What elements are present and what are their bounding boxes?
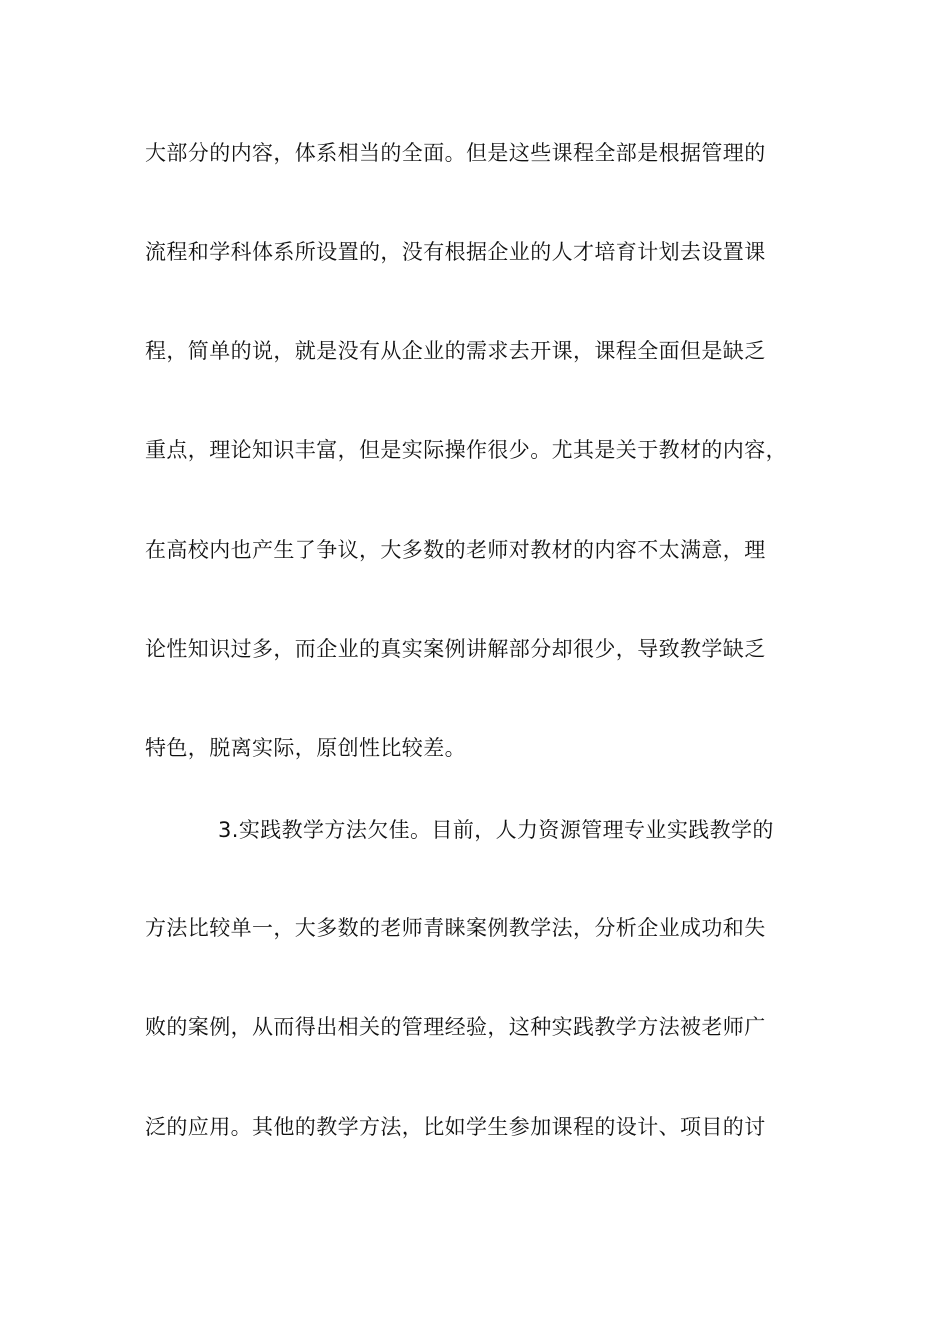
text-line: 程，简单的说，就是没有从企业的需求去开课，课程全面但是缺乏 — [145, 339, 766, 363]
text-line: 特色，脱离实际，原创性比较差。 — [145, 736, 466, 760]
text-line: 重点，理论知识丰富，但是实际操作很少。尤其是关于教材的内容， — [145, 438, 787, 462]
text-line: 大部分的内容，体系相当的全面。但是这些课程全部是根据管理的 — [145, 141, 766, 165]
text-line: 泛的应用。其他的教学方法，比如学生参加课程的设计、项目的讨 — [145, 1115, 766, 1139]
text-line: 流程和学科体系所设置的，没有根据企业的人才培育计划去设置课 — [145, 240, 766, 264]
text-line: 败的案例，从而得出相关的管理经验，这种实践教学方法被老师广 — [145, 1015, 766, 1039]
text-line: 在高校内也产生了争议，大多数的老师对教材的内容不太满意，理 — [145, 538, 766, 562]
text-line: 论性知识过多，而企业的真实案例讲解部分却很少，导致教学缺乏 — [145, 637, 766, 661]
text-line: 方法比较单一，大多数的老师青睐案例教学法，分析企业成功和失 — [145, 916, 766, 940]
paragraph-start-line: 3.实践教学方法欠佳。目前，人力资源管理专业实践教学的 — [218, 818, 774, 842]
